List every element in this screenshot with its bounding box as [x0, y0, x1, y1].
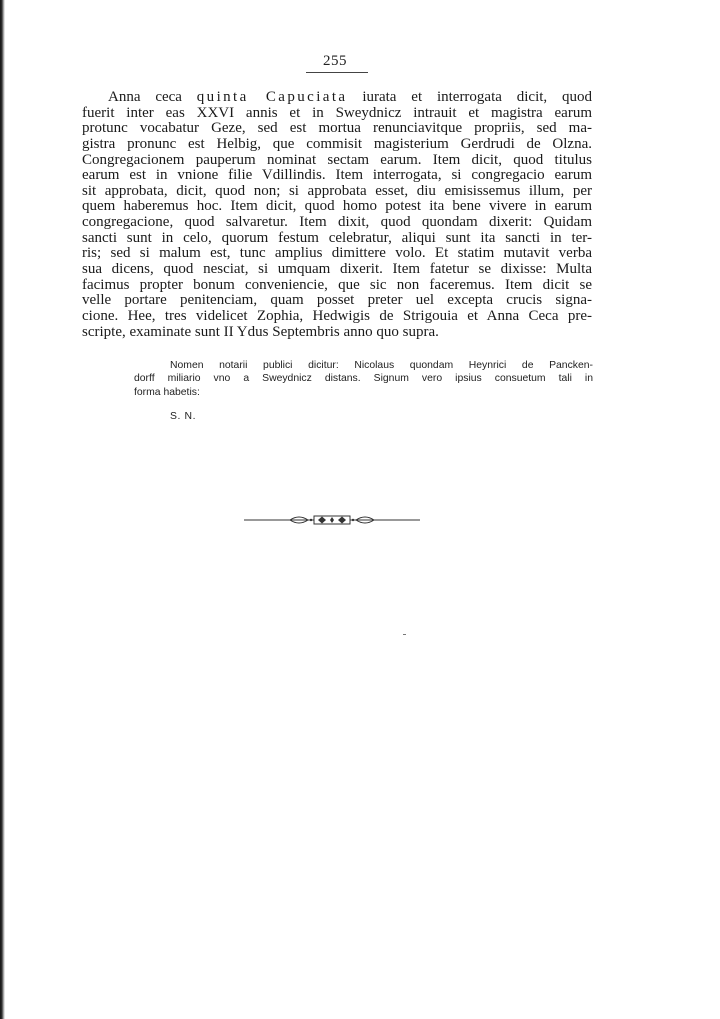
- body-line: velle portare penitenciam, quam posset preter uel excepta crucis signa-: [82, 293, 592, 309]
- body-line: sua dicens, quod nesciat, si umquam dixerit. Item fatetur se dixisse: Multa: [82, 262, 592, 278]
- body-line-spaced-name: quinta Capuciata: [196, 90, 348, 105]
- footnote-block: [134, 359, 593, 399]
- body-line: facimus propter bonum conveniencie, que sic non faceremus. Item dicit se: [82, 277, 592, 293]
- paper-speck: [403, 634, 406, 635]
- body-line: sancti sunt in celo, quorum festum celebratur, aliqui sunt ita sancti in ter-: [82, 230, 592, 246]
- body-line-tail: iurata et interrogata dicit, quod: [347, 90, 592, 105]
- body-line: quem haberemus hoc. Item dicit, quod homo potest ita bene vivere in earum: [82, 199, 592, 215]
- footnote-line: dorff miliario vno a Sweydnicz distans. Signum vero ipsius consuetum tali in: [134, 373, 593, 385]
- body-line: sit approbata, dicit, quod non; si approbata esset, diu emisissemus illum, per: [82, 183, 592, 199]
- body-line: cione. Hee, tres videlicet Zophia, Hedwigis de Strigouia et Anna Ceca pre-: [82, 308, 592, 324]
- page-number: 255: [323, 53, 347, 69]
- body-line: fuerit inter eas XXVI annis et in Sweydnicz intrauit et magistra earum: [82, 105, 592, 121]
- body-line: gistra pronunc est Helbig, que commisit magisterium Gerdrudi de Olzna.: [82, 136, 592, 152]
- body-line: [82, 90, 592, 106]
- footnote-line: forma habetis:: [134, 386, 200, 398]
- body-line: ris; sed si malum est, tunc amplius dimittere volo. Et statim mutavit verba: [82, 246, 592, 262]
- page-left-edge-shadow: [0, 0, 5, 1019]
- body-line-lead: Anna ceca: [108, 90, 197, 105]
- end-ornament-icon: [244, 513, 420, 527]
- footnote-line: Nomen notarii publici dicitur: Nicolaus quondam Heynrici de Pancken-: [170, 360, 593, 371]
- body-line: scripte, examinate sunt II Ydus Septembris anno quo supra.: [82, 324, 439, 340]
- notary-signum: S. N.: [170, 411, 197, 422]
- body-line: Congregacionem pauperum nominat sectam earum. Item dicit, quod titulus: [82, 152, 592, 168]
- page-number-rule: [306, 72, 368, 73]
- body-line: protunc vocabatur Geze, sed est mortua renunciavitque propriis, sed ma-: [82, 121, 592, 137]
- body-line: earum est in vnione filie Vdillindis. Item interrogata, si congregacio earum: [82, 168, 592, 184]
- body-line: congregacione, quod salvaretur. Item dixit, quod quondam dixerit: Quidam: [82, 215, 592, 231]
- main-text-block: [82, 90, 592, 340]
